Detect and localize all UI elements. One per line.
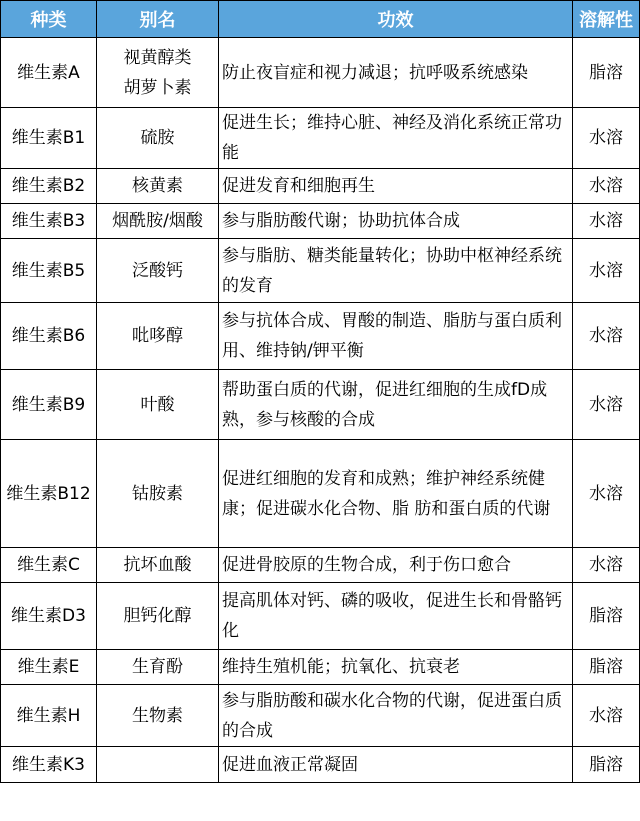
cell-alias	[97, 108, 219, 169]
alias-line: 视黄醇类	[123, 47, 192, 68]
table-row	[1, 548, 640, 583]
cell-function: 促进红细胞的发育和成熟；维护神经系统健康；促进碳水化合物、脂 肪和蛋白质的代谢	[219, 440, 573, 548]
table-row	[1, 108, 640, 169]
alias-line: 胆钙化醇	[123, 606, 192, 626]
cell-alias	[97, 548, 219, 583]
cell-solubility: 水溶	[573, 440, 640, 548]
header-function: 功效	[219, 1, 573, 38]
cell-solubility: 脂溶	[573, 38, 640, 108]
table-row	[1, 38, 640, 108]
table-row	[1, 583, 640, 650]
alias-line: 烟酰胺/烟酸	[112, 211, 203, 231]
cell-solubility: 水溶	[573, 239, 640, 303]
cell-alias	[97, 650, 219, 685]
cell-solubility: 水溶	[573, 370, 640, 440]
cell-kind: 维生素H	[1, 685, 97, 747]
header-alias: 别名	[97, 1, 219, 38]
table-body	[1, 38, 640, 783]
alias-line: 吡哆醇	[132, 326, 183, 346]
alias-line: 硫胺	[140, 128, 175, 148]
cell-function: 参与脂肪酸代谢；协助抗体合成	[219, 204, 573, 239]
cell-kind: 维生素D3	[1, 583, 97, 650]
table-row	[1, 747, 640, 783]
header-solubility: 溶解性	[573, 1, 640, 38]
cell-kind: 维生素B9	[1, 370, 97, 440]
cell-solubility: 水溶	[573, 108, 640, 169]
cell-alias	[97, 38, 219, 108]
cell-alias	[97, 685, 219, 747]
table-row	[1, 204, 640, 239]
alias-line: 胡萝卜素	[123, 77, 192, 98]
cell-function: 促进生长；维持心脏、神经及消化系统正常功能	[219, 108, 573, 169]
cell-function: 防止夜盲症和视力减退；抗呼吸系统感染	[219, 38, 573, 108]
cell-solubility: 水溶	[573, 303, 640, 370]
table-row	[1, 303, 640, 370]
header-kind: 种类	[1, 1, 97, 38]
header-row	[1, 1, 640, 38]
cell-function: 促进血液正常凝固	[219, 747, 573, 783]
table-row	[1, 370, 640, 440]
cell-alias	[97, 204, 219, 239]
cell-kind: 维生素K3	[1, 747, 97, 783]
cell-kind: 维生素B1	[1, 108, 97, 169]
cell-function: 维持生殖机能；抗氧化、抗衰老	[219, 650, 573, 685]
cell-solubility: 水溶	[573, 685, 640, 747]
alias-line: 抗坏血酸	[123, 555, 192, 575]
cell-kind: 维生素C	[1, 548, 97, 583]
cell-kind: 维生素B6	[1, 303, 97, 370]
alias-line: 生物素	[132, 705, 183, 726]
cell-solubility: 脂溶	[573, 747, 640, 783]
cell-kind: 维生素B5	[1, 239, 97, 303]
cell-function: 促进骨胶原的生物合成，利于伤口愈合	[219, 548, 573, 583]
cell-function: 促进发育和细胞再生	[219, 169, 573, 204]
table-row	[1, 685, 640, 747]
cell-alias	[97, 747, 219, 783]
cell-function: 提高肌体对钙、磷的吸收，促进生长和骨骼钙化	[219, 583, 573, 650]
cell-alias	[97, 370, 219, 440]
cell-alias	[97, 239, 219, 303]
table-row	[1, 239, 640, 303]
alias-line: 核黄素	[132, 176, 183, 196]
cell-alias	[97, 303, 219, 370]
alias-line: 泛酸钙	[132, 260, 183, 281]
table-row	[1, 650, 640, 685]
cell-kind: 维生素B2	[1, 169, 97, 204]
table-row	[1, 440, 640, 548]
cell-alias	[97, 440, 219, 548]
cell-solubility: 脂溶	[573, 583, 640, 650]
cell-alias	[97, 583, 219, 650]
cell-function: 帮助蛋白质的代谢，促进红细胞的生成fD成熟，参与核酸的合成	[219, 370, 573, 440]
alias-line: 钴胺素	[132, 483, 183, 504]
cell-solubility: 脂溶	[573, 650, 640, 685]
table-header	[1, 1, 640, 38]
cell-solubility: 水溶	[573, 548, 640, 583]
cell-kind: 维生素E	[1, 650, 97, 685]
cell-kind: 维生素A	[1, 38, 97, 108]
cell-kind: 维生素B3	[1, 204, 97, 239]
table-row	[1, 169, 640, 204]
cell-kind: 维生素B12	[1, 440, 97, 548]
cell-function: 参与脂肪酸和碳水化合物的代谢，促进蛋白质的合成	[219, 685, 573, 747]
cell-solubility: 水溶	[573, 169, 640, 204]
cell-alias	[97, 169, 219, 204]
cell-solubility: 水溶	[573, 204, 640, 239]
cell-function: 参与脂肪、糖类能量转化；协助中枢神经系统的发育	[219, 239, 573, 303]
alias-line: 生育酚	[132, 657, 183, 677]
alias-line: 叶酸	[140, 394, 175, 415]
cell-function: 参与抗体合成、胃酸的制造、脂肪与蛋白质利用、维持钠/钾平衡	[219, 303, 573, 370]
